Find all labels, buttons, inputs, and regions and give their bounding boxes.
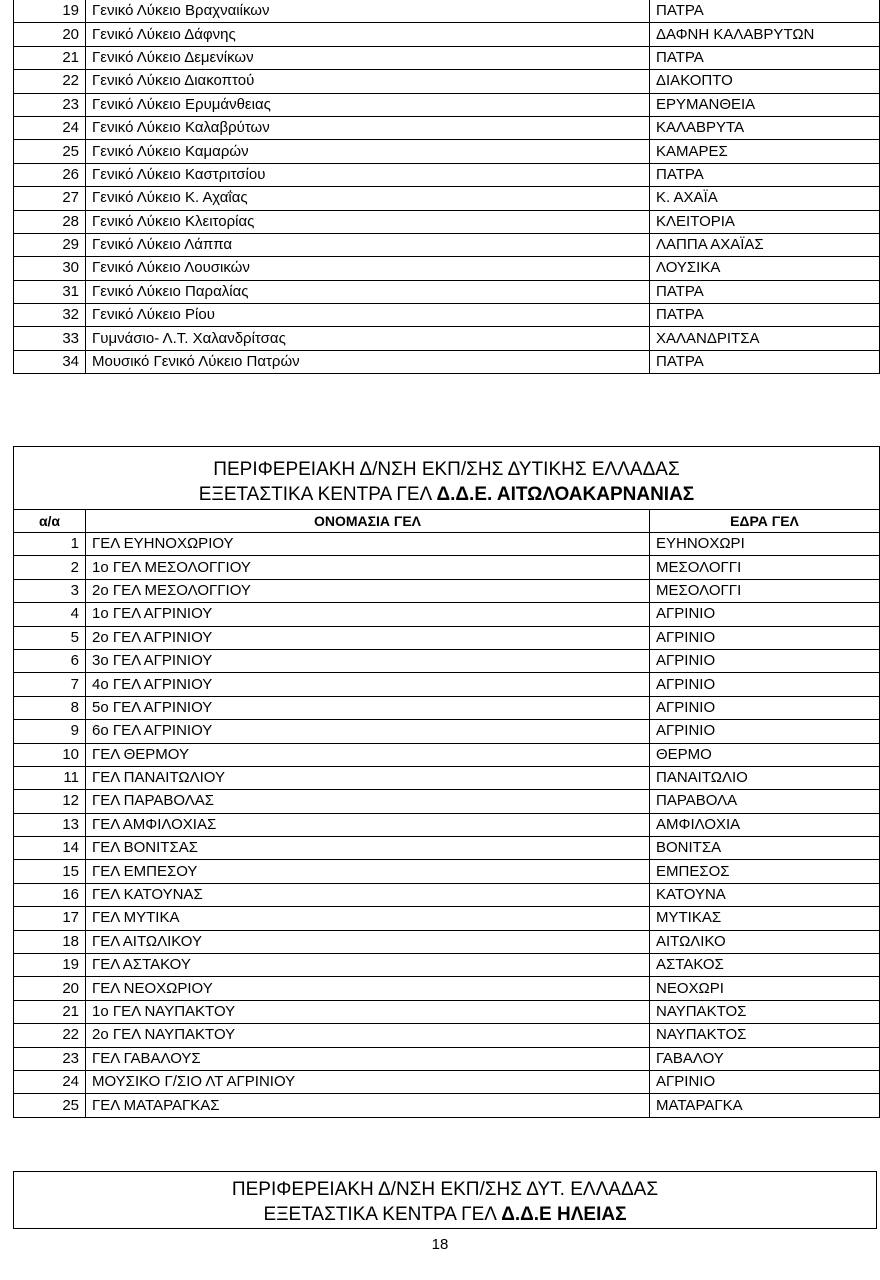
school-seat: ΠΑΤΡΑ (650, 304, 880, 327)
school-name: Γενικό Λύκειο Λουσικών (86, 257, 650, 280)
table-row (14, 930, 880, 953)
table-row (14, 23, 880, 46)
school-name: ΓΕΛ ΜΥΤΙΚΑ (86, 907, 650, 930)
table-body (14, 533, 880, 1118)
table-title (14, 447, 880, 510)
ilia-table-title (13, 1171, 877, 1229)
table-row (14, 257, 880, 280)
school-name: ΓΕΛ ΕΥΗΝΟΧΩΡΙΟΥ (86, 533, 650, 556)
title-line-2 (20, 482, 873, 509)
row-number: 10 (14, 743, 86, 766)
row-number: 34 (14, 350, 86, 373)
school-seat: ΛΑΠΠΑ ΑΧΑΪΑΣ (650, 233, 880, 256)
school-name: Γενικό Λύκειο Καλαβρύτων (86, 116, 650, 139)
school-name: 2ο ΓΕΛ ΑΓΡΙΝΙΟΥ (86, 626, 650, 649)
table-row (14, 210, 880, 233)
school-seat: ΑΓΡΙΝΙΟ (650, 720, 880, 743)
school-name: Γενικό Λύκειο Παραλίας (86, 280, 650, 303)
row-number: 25 (14, 140, 86, 163)
table-row (14, 304, 880, 327)
table-row (14, 0, 880, 23)
table-row (14, 163, 880, 186)
school-seat: ΝΑΥΠΑΚΤΟΣ (650, 1024, 880, 1047)
school-seat: ΑΓΡΙΝΙΟ (650, 603, 880, 626)
table-row (14, 1070, 880, 1093)
page-number: 18 (431, 1236, 449, 1253)
row-number: 29 (14, 233, 86, 256)
school-seat: ΚΑΤΟΥΝΑ (650, 883, 880, 906)
school-seat: ΑΓΡΙΝΙΟ (650, 649, 880, 672)
table-row (14, 837, 880, 860)
row-number: 4 (14, 603, 86, 626)
school-seat: ΑΜΦΙΛΟΧΙΑ (650, 813, 880, 836)
row-number: 27 (14, 187, 86, 210)
row-number: 24 (14, 1070, 86, 1093)
table-row (14, 579, 880, 602)
school-seat: ΓΑΒΑΛΟΥ (650, 1047, 880, 1070)
row-number: 2 (14, 556, 86, 579)
table-row (14, 883, 880, 906)
school-seat: ΜΑΤΑΡΑΓΚΑ (650, 1094, 880, 1117)
row-number: 24 (14, 116, 86, 139)
school-name: ΓΕΛ ΑΣΤΑΚΟΥ (86, 954, 650, 977)
school-seat: ΚΑΜΑΡΕΣ (650, 140, 880, 163)
table-header-row (14, 510, 880, 533)
school-name: ΓΕΛ ΓΑΒΑΛΟΥΣ (86, 1047, 650, 1070)
school-seat: ΝΑΥΠΑΚΤΟΣ (650, 1000, 880, 1023)
school-name: ΓΕΛ ΠΑΡΑΒΟΛΑΣ (86, 790, 650, 813)
row-number: 23 (14, 1047, 86, 1070)
header-number: α/α (14, 510, 86, 533)
school-seat: ΑΓΡΙΝΙΟ (650, 673, 880, 696)
school-name: ΓΕΛ ΜΑΤΑΡΑΓΚΑΣ (86, 1094, 650, 1117)
school-name: Γενικό Λύκειο Δεμενίκων (86, 46, 650, 69)
school-name: 5ο ΓΕΛ ΑΓΡΙΝΙΟΥ (86, 696, 650, 719)
table-row (14, 93, 880, 116)
school-name: ΜΟΥΣΙΚΟ Γ/ΣΙΟ ΛΤ ΑΓΡΙΝΙΟΥ (86, 1070, 650, 1093)
row-number: 15 (14, 860, 86, 883)
row-number: 21 (14, 1000, 86, 1023)
row-number: 5 (14, 626, 86, 649)
school-name: Γενικό Λύκειο Βραχναιίκων (86, 0, 650, 23)
school-seat: ΑΓΡΙΝΙΟ (650, 1070, 880, 1093)
school-name: Γενικό Λύκειο Διακοπτού (86, 70, 650, 93)
school-seat: ΝΕΟΧΩΡΙ (650, 977, 880, 1000)
row-number: 11 (14, 766, 86, 789)
title-line-2-region: Δ.Δ.Ε. ΑΙΤΩΛΟΑΚΑΡΝΑΝΙΑΣ (436, 484, 695, 505)
row-number: 17 (14, 907, 86, 930)
school-seat: ΠΑΤΡΑ (650, 46, 880, 69)
school-name: Γενικό Λύκειο Κ. Αχαΐας (86, 187, 650, 210)
school-name: Γενικό Λύκειο Λάππα (86, 233, 650, 256)
table-row (14, 233, 880, 256)
school-name: Γενικό Λύκειο Καμαρών (86, 140, 650, 163)
table-row (14, 790, 880, 813)
school-seat: ΠΑΤΡΑ (650, 0, 880, 23)
table-row (14, 187, 880, 210)
table-row (14, 46, 880, 69)
table-row (14, 140, 880, 163)
school-name: ΓΕΛ ΒΟΝΙΤΣΑΣ (86, 837, 650, 860)
row-number: 1 (14, 533, 86, 556)
school-seat: ΑΣΤΑΚΟΣ (650, 954, 880, 977)
row-number: 9 (14, 720, 86, 743)
row-number: 33 (14, 327, 86, 350)
title-line-1: ΠΕΡΙΦΕΡΕΙΑΚΗ Δ/ΝΣΗ ΕΚΠ/ΣΗΣ ΔΥΤΙΚΗΣ ΕΛΛΑΔΑΣ (213, 459, 680, 480)
school-name: ΓΕΛ ΘΕΡΜΟΥ (86, 743, 650, 766)
row-number: 22 (14, 1024, 86, 1047)
row-number: 26 (14, 163, 86, 186)
row-number: 21 (14, 46, 86, 69)
row-number: 7 (14, 673, 86, 696)
school-name: 6ο ΓΕΛ ΑΓΡΙΝΙΟΥ (86, 720, 650, 743)
school-name: 4ο ΓΕΛ ΑΓΡΙΝΙΟΥ (86, 673, 650, 696)
school-name: Γενικό Λύκειο Ρίου (86, 304, 650, 327)
title-line-2-prefix: ΕΞΕΤΑΣΤΙΚΑ ΚΕΝΤΡΑ ΓΕΛ (263, 1204, 502, 1225)
row-number: 20 (14, 977, 86, 1000)
school-name: Γενικό Λύκειο Κλειτορίας (86, 210, 650, 233)
school-name: ΓΕΛ ΑΙΤΩΛΙΚΟΥ (86, 930, 650, 953)
table-row (14, 1024, 880, 1047)
school-seat: ΕΜΠΕΣΟΣ (650, 860, 880, 883)
school-seat: ΕΡΥΜΑΝΘΕΙΑ (650, 93, 880, 116)
table-row (14, 327, 880, 350)
table-row (14, 766, 880, 789)
school-name: ΓΕΛ ΑΜΦΙΛΟΧΙΑΣ (86, 813, 650, 836)
row-number: 30 (14, 257, 86, 280)
school-name: ΓΕΛ ΚΑΤΟΥΝΑΣ (86, 883, 650, 906)
school-name: 2ο ΓΕΛ ΝΑΥΠΑΚΤΟΥ (86, 1024, 650, 1047)
header-school-name: ΟΝΟΜΑΣΙΑ ΓΕΛ (86, 510, 650, 533)
school-name: Μουσικό Γενικό Λύκειο Πατρών (86, 350, 650, 373)
school-seat: ΛΟΥΣΙΚΑ (650, 257, 880, 280)
table-row (14, 350, 880, 373)
table-row (14, 696, 880, 719)
school-seat: ΠΑΤΡΑ (650, 163, 880, 186)
table-row (14, 533, 880, 556)
title-line-2 (264, 1204, 627, 1225)
achaia-schools-table-continued (13, 0, 880, 374)
school-name: 1ο ΓΕΛ ΝΑΥΠΑΚΤΟΥ (86, 1000, 650, 1023)
table-row (14, 70, 880, 93)
table-row (14, 673, 880, 696)
table-row (14, 116, 880, 139)
school-name: Γυμνάσιο- Λ.Τ. Χαλανδρίτσας (86, 327, 650, 350)
table-title-row (14, 447, 880, 510)
table-row (14, 649, 880, 672)
school-seat: ΚΑΛΑΒΡΥΤΑ (650, 116, 880, 139)
table-row (14, 720, 880, 743)
table-row (14, 860, 880, 883)
school-seat: ΑΓΡΙΝΙΟ (650, 696, 880, 719)
aitoloakarnania-schools-table (13, 446, 880, 1118)
school-seat: ΠΑΡΑΒΟΛΑ (650, 790, 880, 813)
row-number: 18 (14, 930, 86, 953)
school-seat: ΠΑΤΡΑ (650, 280, 880, 303)
school-seat: ΧΑΛΑΝΔΡΙΤΣΑ (650, 327, 880, 350)
table-row (14, 1094, 880, 1117)
school-name: Γενικό Λύκειο Καστριτσίου (86, 163, 650, 186)
row-number: 19 (14, 0, 86, 23)
row-number: 12 (14, 790, 86, 813)
table-row (14, 280, 880, 303)
table-row (14, 1047, 880, 1070)
school-seat: ΚΛΕΙΤΟΡΙΑ (650, 210, 880, 233)
row-number: 3 (14, 579, 86, 602)
row-number: 13 (14, 813, 86, 836)
row-number: 19 (14, 954, 86, 977)
school-name: Γενικό Λύκειο Ερυμάνθειας (86, 93, 650, 116)
table-row (14, 743, 880, 766)
school-seat: ΑΓΡΙΝΙΟ (650, 626, 880, 649)
school-seat: ΜΕΣΟΛΟΓΓΙ (650, 579, 880, 602)
table-row (14, 556, 880, 579)
school-name: ΓΕΛ ΝΕΟΧΩΡΙΟΥ (86, 977, 650, 1000)
school-name: ΓΕΛ ΕΜΠΕΣΟΥ (86, 860, 650, 883)
school-seat: ΜΥΤΙΚΑΣ (650, 907, 880, 930)
school-seat: ΕΥΗΝΟΧΩΡΙ (650, 533, 880, 556)
school-seat: ΑΙΤΩΛΙΚΟ (650, 930, 880, 953)
school-seat: ΜΕΣΟΛΟΓΓΙ (650, 556, 880, 579)
table-row (14, 907, 880, 930)
school-seat: ΔΙΑΚΟΠΤΟ (650, 70, 880, 93)
school-name: 3ο ΓΕΛ ΑΓΡΙΝΙΟΥ (86, 649, 650, 672)
row-number: 23 (14, 93, 86, 116)
school-seat: ΒΟΝΙΤΣΑ (650, 837, 880, 860)
row-number: 14 (14, 837, 86, 860)
row-number: 8 (14, 696, 86, 719)
table-row (14, 977, 880, 1000)
school-name: 1ο ΓΕΛ ΜΕΣΟΛΟΓΓΙΟΥ (86, 556, 650, 579)
school-seat: ΠΑΤΡΑ (650, 350, 880, 373)
row-number: 22 (14, 70, 86, 93)
row-number: 32 (14, 304, 86, 327)
school-name: 2ο ΓΕΛ ΜΕΣΟΛΟΓΓΙΟΥ (86, 579, 650, 602)
row-number: 16 (14, 883, 86, 906)
school-seat: ΠΑΝΑΙΤΩΛΙΟ (650, 766, 880, 789)
title-line-2-region: Δ.Δ.Ε ΗΛΕΙΑΣ (501, 1204, 627, 1225)
table-row (14, 603, 880, 626)
school-name: 1ο ΓΕΛ ΑΓΡΙΝΙΟΥ (86, 603, 650, 626)
table-row (14, 813, 880, 836)
school-name: Γενικό Λύκειο Δάφνης (86, 23, 650, 46)
school-seat: ΔΑΦΝΗ ΚΑΛΑΒΡΥΤΩΝ (650, 23, 880, 46)
title-line-1: ΠΕΡΙΦΕΡΕΙΑΚΗ Δ/ΝΣΗ ΕΚΠ/ΣΗΣ ΔΥΤ. ΕΛΛΑΔΑΣ (231, 1179, 659, 1200)
title-line-2-prefix: ΕΞΕΤΑΣΤΙΚΑ ΚΕΝΤΡΑ ΓΕΛ (198, 484, 437, 505)
school-name: ΓΕΛ ΠΑΝΑΙΤΩΛΙΟΥ (86, 766, 650, 789)
table-row (14, 626, 880, 649)
row-number: 31 (14, 280, 86, 303)
table-row (14, 1000, 880, 1023)
row-number: 28 (14, 210, 86, 233)
row-number: 25 (14, 1094, 86, 1117)
table-row (14, 954, 880, 977)
header-school-seat: ΕΔΡΑ ΓΕΛ (650, 510, 880, 533)
row-number: 6 (14, 649, 86, 672)
school-seat: ΘΕΡΜΟ (650, 743, 880, 766)
row-number: 20 (14, 23, 86, 46)
table-body (14, 0, 880, 374)
school-seat: Κ. ΑΧΑΪΑ (650, 187, 880, 210)
